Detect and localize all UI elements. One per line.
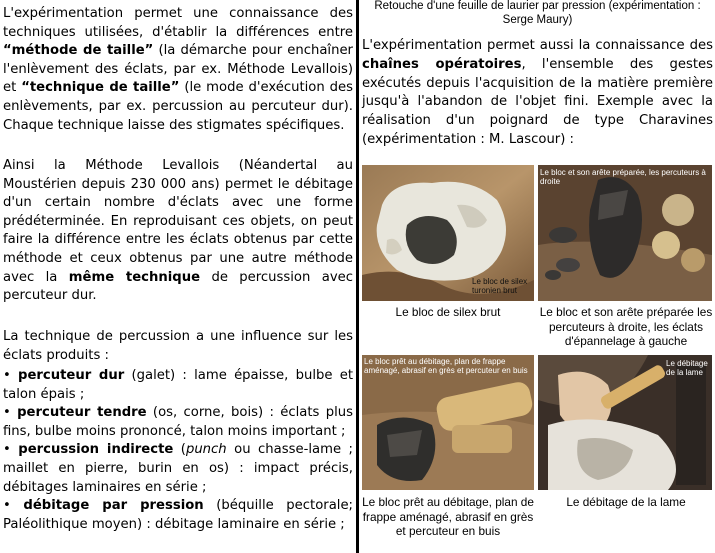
list-term: percuteur tendre <box>17 405 147 421</box>
list-italic: punch <box>185 442 227 458</box>
bullet: • <box>3 498 24 514</box>
list-text: ( <box>173 442 186 458</box>
bullet: • <box>3 368 19 383</box>
photo-overlay-text: Le débitage de la lame <box>666 359 708 377</box>
photo-debitage-lame <box>538 355 712 490</box>
list-text: (galet) : lame épaisse, bulbe et talon épais ; <box>3 368 353 402</box>
bullet: • <box>3 442 19 458</box>
list-term: percussion indirecte <box>18 442 174 458</box>
paragraph-methode-technique <box>3 5 353 135</box>
top-caption: Retouche d'une feuille de laurier par pression (expérimentation : Serge Maury) <box>374 0 701 26</box>
ready-block-image <box>362 355 534 490</box>
list-text: ou chasse-lame ; maillet en pierre, burin en os) : impact précis, débitages laminaires en série ; <box>3 442 353 495</box>
photo-bloc-arete-preparee <box>538 165 712 301</box>
list-text: (béquille pectorale; Paléolithique moyen) : débitage laminaire en série ; <box>3 498 353 532</box>
text-span: (le mode d'exécution des enlèvements, par ex. percussion au percuteur dur). Chaque technique laisse des stigmates spécifiques. <box>3 80 354 133</box>
paragraph-levallois <box>3 157 353 306</box>
text-span: L'expérimentation permet une connaissance des techniques utilisées, d'établir la différences entre <box>3 6 353 40</box>
term-methode-de-taille: “méthode de taille” <box>3 43 154 59</box>
list-term: débitage par pression <box>23 498 204 514</box>
photo-bloc-pret-debitage <box>362 355 534 490</box>
paragraph-percussion-intro: La technique de percussion a une influence sur les éclats produits : <box>3 329 353 363</box>
text-span: Ainsi la Méthode Levallois (Néandertal au Moustérien depuis 230 000 ans) permet le débitage d'un certain nombre d'éclats avec une forme prédéterminée. En reproduisant ces objets, on peut faire la différence entre les éclats obtenus par cette méthode et ceux obtenus par une autre méthode avec la <box>3 158 353 285</box>
list-item-percuteur-dur <box>3 367 353 404</box>
photo-overlay-text: Le bloc prêt au débitage, plan de frappe aménagé, abrasif en grès et percuteur en buis <box>364 357 528 375</box>
text-span: (la démarche pour enchaîner l'enlèvement des éclats, par ex. Méthode Levallois) et <box>3 43 353 96</box>
bullet: • <box>3 405 18 421</box>
left-column <box>3 3 353 549</box>
caption-debitage-lame: Le débitage de la lame <box>566 495 686 509</box>
text-span: L'expérimentation permet aussi la connaissance des <box>362 38 713 53</box>
paragraph-chaines-operatoires <box>362 37 713 150</box>
term-technique-de-taille: “technique de taille” <box>21 80 180 96</box>
caption-bloc-pret-debitage: Le bloc prêt au débitage, plan de frappe aménagé, abrasif en grès et percuteur en buis <box>362 495 534 538</box>
list-item-percussion-indirecte <box>3 441 353 497</box>
list-term: percuteur dur <box>18 368 125 383</box>
term-chaines-operatoires: chaînes opératoires <box>362 56 522 72</box>
column-divider <box>356 0 359 553</box>
photo-overlay-text: Le bloc de silex turonien brut <box>472 277 528 295</box>
caption-bloc-silex-brut: Le bloc de silex brut <box>395 305 501 319</box>
photo-bloc-silex-brut <box>362 165 534 301</box>
photo-overlay-text: Le bloc et son arête préparée, les percuteurs à droite <box>540 168 706 186</box>
percussion-list <box>3 367 353 534</box>
right-column <box>362 0 713 553</box>
list-item-debitage-pression <box>3 497 353 534</box>
text-span: de percussion avec percuteur dur. <box>3 269 353 304</box>
text-span: , l'ensemble des gestes exécutés depuis l'acquisition de la matière première jusqu'à l'abandon de l'objet fini. Exemple avec la réalisation d'un poignard de type Charavines (expérimentation : M. Lascour) : <box>362 56 713 147</box>
term-meme-technique: même technique <box>68 269 201 285</box>
list-text: (os, corne, bois) : éclats plus fins, bulbe moins prononcé, talon moins important ; <box>3 405 353 439</box>
list-item-percuteur-tendre <box>3 404 353 441</box>
caption-bloc-arete-preparee: Le bloc et son arête préparée les percuteurs à droite, les éclats d'épannelage à gauche <box>539 305 713 348</box>
